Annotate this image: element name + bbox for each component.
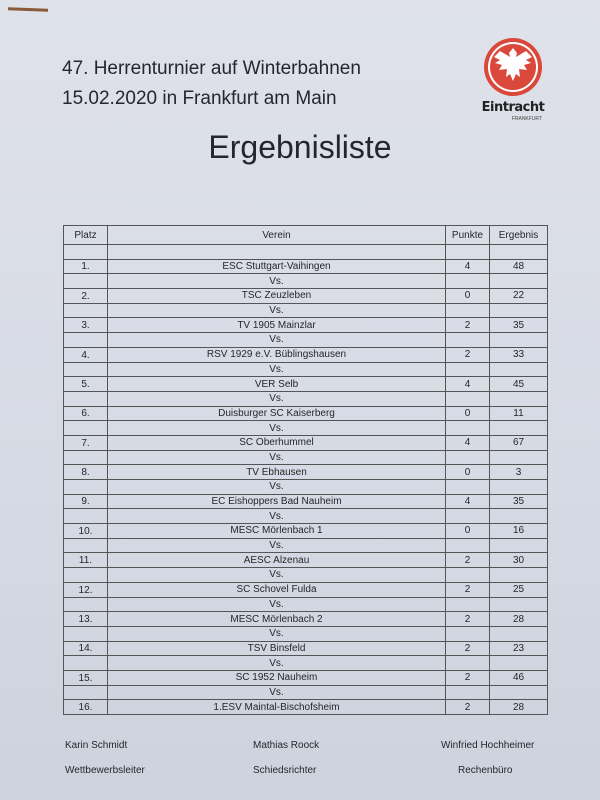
signature-name-2: Mathias Roock — [253, 740, 320, 751]
column-header-verein: Verein — [108, 226, 446, 245]
table-row — [64, 465, 548, 480]
blank-cell — [446, 626, 490, 641]
blank-cell — [446, 245, 490, 260]
vs-row — [64, 568, 548, 583]
table-row — [64, 700, 548, 715]
ergebnis-cell: 28 — [490, 700, 548, 715]
platz-cell: 16. — [64, 700, 108, 715]
vs-row — [64, 333, 548, 348]
platz-cell: 10. — [64, 524, 108, 539]
blank-cell — [490, 450, 548, 465]
blank-cell — [446, 421, 490, 436]
table-header-row — [64, 226, 548, 245]
vs-separator: Vs. — [108, 274, 446, 289]
vs-separator: Vs. — [108, 538, 446, 553]
ergebnis-cell: 3 — [490, 465, 548, 480]
verein-cell: RSV 1929 e.V. Büblingshausen — [108, 347, 446, 362]
blank-cell — [490, 626, 548, 641]
ergebnis-cell: 46 — [490, 670, 548, 685]
blank-cell — [490, 538, 548, 553]
punkte-cell: 2 — [446, 700, 490, 715]
blank-cell — [490, 333, 548, 348]
blank-cell — [446, 538, 490, 553]
blank-cell — [446, 333, 490, 348]
platz-cell: 15. — [64, 670, 108, 685]
punkte-cell: 2 — [446, 612, 490, 627]
verein-cell: TSV Binsfeld — [108, 641, 446, 656]
ergebnis-cell: 11 — [490, 406, 548, 421]
signature-role-3: Rechenbüro — [458, 765, 513, 776]
table-row — [64, 553, 548, 568]
vs-separator: Vs. — [108, 685, 446, 700]
blank-cell — [490, 362, 548, 377]
blank-cell — [446, 597, 490, 612]
results-table — [63, 225, 548, 715]
verein-cell: ESC Stuttgart-Vaihingen — [108, 259, 446, 274]
blank-cell — [446, 509, 490, 524]
ergebnis-cell: 16 — [490, 524, 548, 539]
blank-cell — [446, 656, 490, 671]
vs-separator: Vs. — [108, 568, 446, 583]
column-header-platz: Platz — [64, 226, 108, 245]
eintracht-logo — [478, 36, 548, 122]
vs-row — [64, 274, 548, 289]
verein-cell: AESC Alzenau — [108, 553, 446, 568]
vs-separator: Vs. — [108, 421, 446, 436]
blank-cell — [490, 480, 548, 495]
punkte-cell: 2 — [446, 641, 490, 656]
vs-separator: Vs. — [108, 362, 446, 377]
signature-role-2: Schiedsrichter — [253, 765, 317, 776]
blank-cell — [64, 391, 108, 406]
page-title-text: Ergebnisliste — [208, 129, 392, 165]
vs-row — [64, 362, 548, 377]
results-table-body — [64, 245, 548, 715]
verein-cell: 1.ESV Maintal-Bischofsheim — [108, 700, 446, 715]
punkte-cell: 2 — [446, 553, 490, 568]
vs-separator: Vs. — [108, 391, 446, 406]
ergebnis-cell: 67 — [490, 435, 548, 450]
vs-row — [64, 538, 548, 553]
verein-cell: TV Ebhausen — [108, 465, 446, 480]
table-row — [64, 524, 548, 539]
verein-cell: TSC Zeuzleben — [108, 289, 446, 304]
blank-row — [64, 245, 548, 260]
ergebnis-cell: 35 — [490, 494, 548, 509]
platz-cell: 8. — [64, 465, 108, 480]
blank-cell — [490, 685, 548, 700]
blank-cell — [446, 450, 490, 465]
blank-cell — [64, 685, 108, 700]
vs-row — [64, 509, 548, 524]
blank-cell — [490, 597, 548, 612]
blank-cell — [446, 274, 490, 289]
table-row — [64, 289, 548, 304]
logo-subtext: FRANKFURT — [511, 116, 542, 122]
punkte-cell: 0 — [446, 524, 490, 539]
blank-cell — [490, 568, 548, 583]
staple — [8, 7, 48, 11]
table-row — [64, 670, 548, 685]
signature-role-1: Wettbewerbsleiter — [65, 765, 145, 776]
blank-cell — [64, 509, 108, 524]
table-row — [64, 377, 548, 392]
blank-cell — [64, 656, 108, 671]
blank-cell — [64, 597, 108, 612]
verein-cell: MESC Mörlenbach 1 — [108, 524, 446, 539]
verein-cell: SC Oberhummel — [108, 435, 446, 450]
vs-row — [64, 685, 548, 700]
blank-cell — [446, 480, 490, 495]
blank-cell — [446, 362, 490, 377]
table-row — [64, 259, 548, 274]
blank-cell — [446, 568, 490, 583]
blank-cell — [64, 333, 108, 348]
verein-cell: Duisburger SC Kaiserberg — [108, 406, 446, 421]
punkte-cell: 4 — [446, 377, 490, 392]
signature-name-3: Winfried Hochheimer — [441, 740, 535, 751]
vs-separator: Vs. — [108, 303, 446, 318]
blank-cell — [446, 391, 490, 406]
punkte-cell: 4 — [446, 435, 490, 450]
punkte-cell: 2 — [446, 582, 490, 597]
blank-cell — [64, 421, 108, 436]
blank-cell — [490, 421, 548, 436]
blank-cell — [490, 245, 548, 260]
vs-row — [64, 421, 548, 436]
punkte-cell: 0 — [446, 465, 490, 480]
column-header-ergebnis: Ergebnis — [490, 226, 548, 245]
platz-cell: 2. — [64, 289, 108, 304]
punkte-cell: 0 — [446, 406, 490, 421]
table-row — [64, 582, 548, 597]
platz-cell: 4. — [64, 347, 108, 362]
blank-cell — [64, 303, 108, 318]
logo-text: Eintracht — [481, 100, 545, 115]
ergebnis-cell: 30 — [490, 553, 548, 568]
page-title — [0, 128, 600, 166]
ergebnis-cell: 22 — [490, 289, 548, 304]
eagle-emblem-icon — [482, 36, 544, 98]
table-row — [64, 612, 548, 627]
blank-cell — [64, 245, 108, 260]
table-row — [64, 641, 548, 656]
blank-cell — [490, 274, 548, 289]
ergebnis-cell: 25 — [490, 582, 548, 597]
verein-cell: TV 1905 Mainzlar — [108, 318, 446, 333]
punkte-cell: 4 — [446, 259, 490, 274]
vs-separator: Vs. — [108, 480, 446, 495]
vs-row — [64, 597, 548, 612]
punkte-cell: 2 — [446, 347, 490, 362]
table-row — [64, 435, 548, 450]
table-row — [64, 318, 548, 333]
platz-cell: 7. — [64, 435, 108, 450]
ergebnis-cell: 48 — [490, 259, 548, 274]
verein-cell: SC Schovel Fulda — [108, 582, 446, 597]
vs-separator: Vs. — [108, 509, 446, 524]
tournament-title: 47. Herrenturnier auf Winterbahnen — [62, 58, 361, 79]
verein-cell: MESC Mörlenbach 2 — [108, 612, 446, 627]
blank-cell — [490, 656, 548, 671]
ergebnis-cell: 33 — [490, 347, 548, 362]
ergebnis-cell: 28 — [490, 612, 548, 627]
verein-cell: SC 1952 Nauheim — [108, 670, 446, 685]
blank-cell — [64, 480, 108, 495]
blank-cell — [490, 509, 548, 524]
vs-row — [64, 656, 548, 671]
punkte-cell: 2 — [446, 670, 490, 685]
blank-cell — [64, 362, 108, 377]
platz-cell: 9. — [64, 494, 108, 509]
column-header-punkte: Punkte — [446, 226, 490, 245]
platz-cell: 5. — [64, 377, 108, 392]
table-row — [64, 494, 548, 509]
vs-row — [64, 480, 548, 495]
punkte-cell: 0 — [446, 289, 490, 304]
blank-cell — [490, 303, 548, 318]
vs-row — [64, 450, 548, 465]
blank-cell — [446, 685, 490, 700]
vs-separator: Vs. — [108, 333, 446, 348]
vs-separator: Vs. — [108, 626, 446, 641]
blank-cell — [64, 538, 108, 553]
vs-row — [64, 303, 548, 318]
platz-cell: 1. — [64, 259, 108, 274]
table-row — [64, 347, 548, 362]
punkte-cell: 2 — [446, 318, 490, 333]
blank-cell — [64, 568, 108, 583]
ergebnis-cell: 23 — [490, 641, 548, 656]
platz-cell: 6. — [64, 406, 108, 421]
vs-separator: Vs. — [108, 597, 446, 612]
tournament-date-location: 15.02.2020 in Frankfurt am Main — [62, 88, 337, 109]
vs-row — [64, 626, 548, 641]
vs-separator: Vs. — [108, 450, 446, 465]
blank-cell — [108, 245, 446, 260]
blank-cell — [490, 391, 548, 406]
platz-cell: 3. — [64, 318, 108, 333]
blank-cell — [64, 450, 108, 465]
table-row — [64, 406, 548, 421]
blank-cell — [64, 626, 108, 641]
platz-cell: 12. — [64, 582, 108, 597]
platz-cell: 14. — [64, 641, 108, 656]
verein-cell: EC Eishoppers Bad Nauheim — [108, 494, 446, 509]
ergebnis-cell: 35 — [490, 318, 548, 333]
signature-name-1: Karin Schmidt — [65, 740, 128, 751]
platz-cell: 13. — [64, 612, 108, 627]
platz-cell: 11. — [64, 553, 108, 568]
blank-cell — [446, 303, 490, 318]
blank-cell — [64, 274, 108, 289]
vs-row — [64, 391, 548, 406]
ergebnis-cell: 45 — [490, 377, 548, 392]
vs-separator: Vs. — [108, 656, 446, 671]
punkte-cell: 4 — [446, 494, 490, 509]
verein-cell: VER Selb — [108, 377, 446, 392]
